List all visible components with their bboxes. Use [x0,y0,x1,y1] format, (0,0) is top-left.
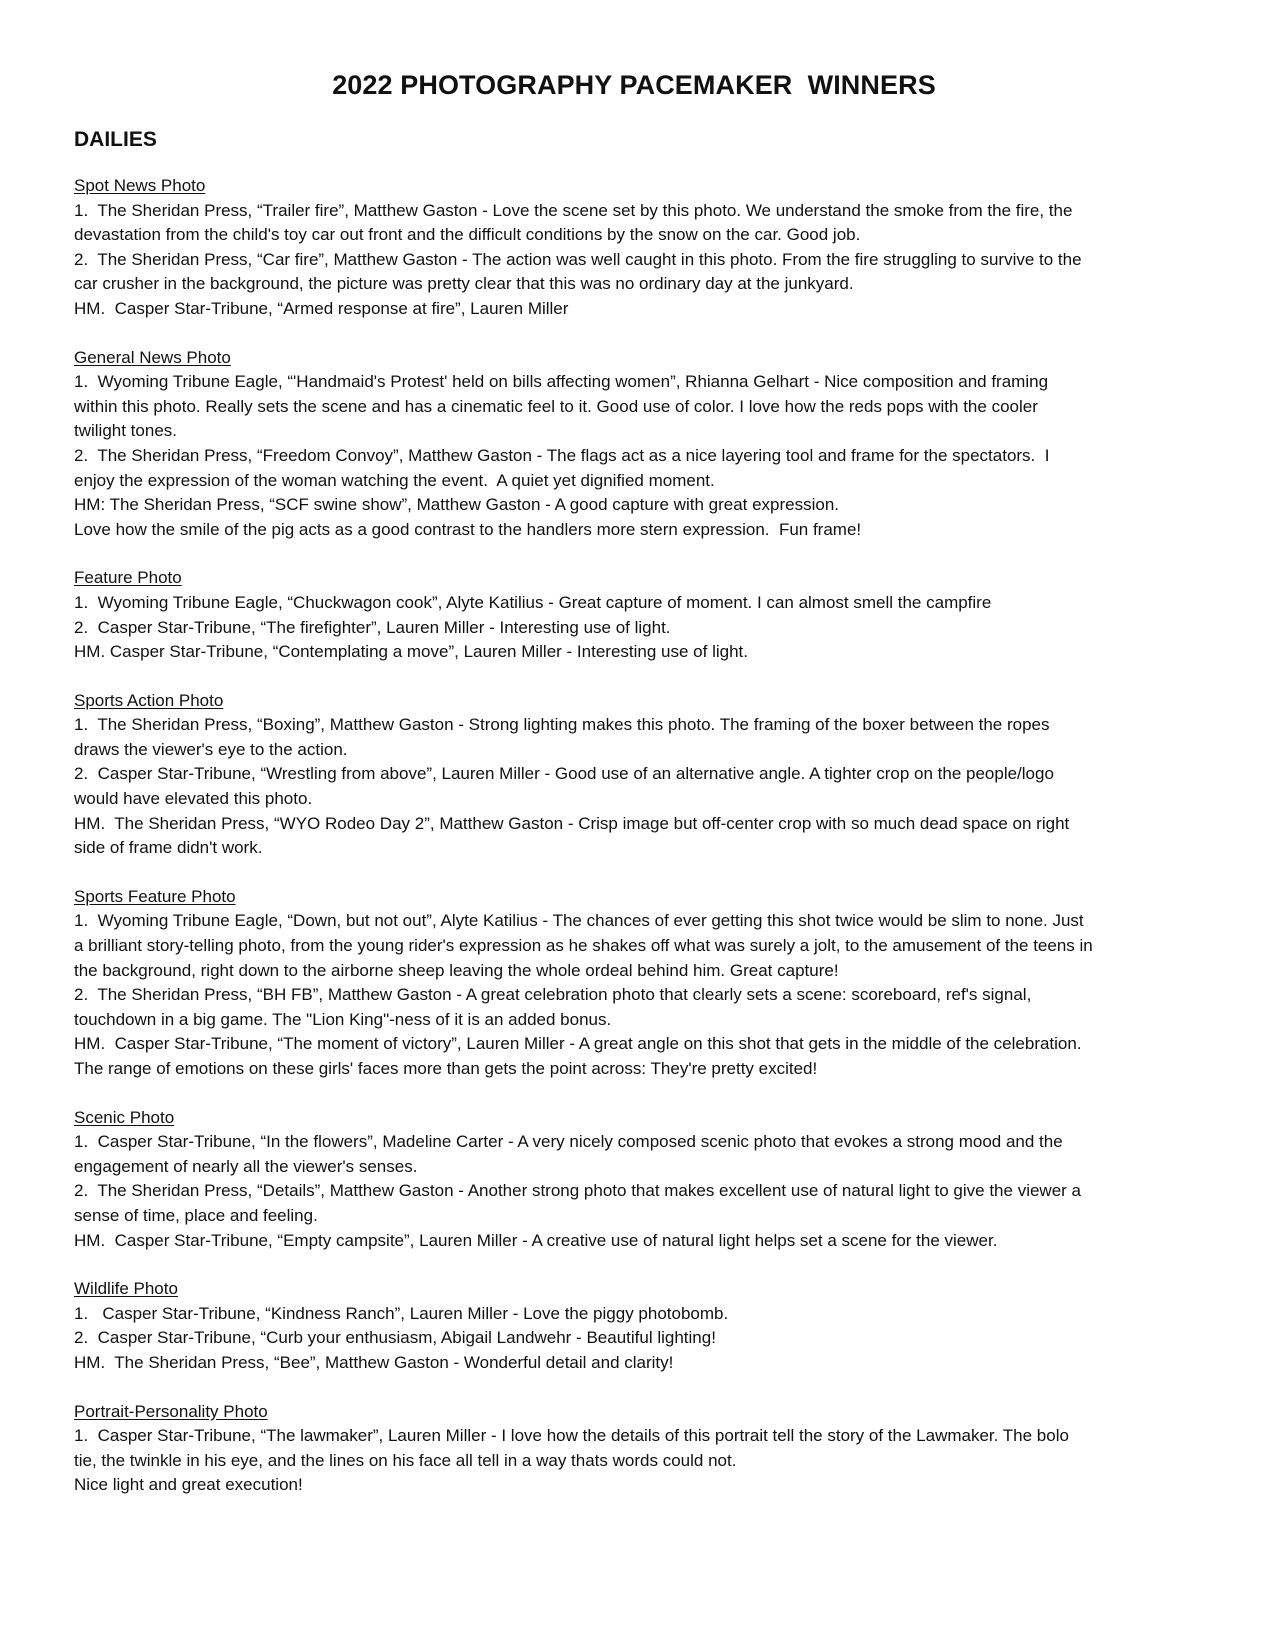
category-title: Wildlife Photo [74,1279,178,1299]
award-entry-line: 1. Casper Star-Tribune, “Kindness Ranch”, Lauren Miller - Love the piggy photobomb. [74,1303,729,1323]
award-entry-line: sense of time, place and feeling. [74,1205,318,1225]
award-entry-line: 2. Casper Star-Tribune, “Wrestling from above”, Lauren Miller - Good use of an alternative angle. A tighter crop on the people/logo [74,764,1054,784]
award-entry-line: enjoy the expression of the woman watching the event. A quiet yet dignified moment. [74,470,715,490]
award-entry-line: 1. Wyoming Tribune Eagle, “Chuckwagon cook”, Alyte Katilius - Great capture of moment. I can almost smell the campfire [74,592,992,612]
award-category [74,174,1194,322]
award-entry-line: engagement of nearly all the viewer's senses. [74,1156,418,1176]
category-title: General News Photo [74,347,231,367]
award-entry-line: 1. Wyoming Tribune Eagle, “'Handmaid's Protest' held on bills affecting women”, Rhianna Gelhart - Nice composition and framing [74,372,1049,392]
award-entry-line: 2. Casper Star-Tribune, “Curb your enthusiasm, Abigail Landwehr - Beautiful lighting! [74,1328,716,1348]
award-entry-line: 1. Casper Star-Tribune, “In the flowers”, Madeline Carter - A very nicely composed scenic photo that evokes a strong mood and the [74,1132,1063,1152]
award-entry-line: 2. The Sheridan Press, “Car fire”, Matthew Gaston - The action was well caught in this photo. From the fire struggling to survive to the [74,249,1082,269]
award-category [74,566,1194,664]
award-entry-line: HM. Casper Star-Tribune, “Armed response at fire”, Lauren Miller [74,298,569,318]
award-category [74,689,1194,861]
award-entry-line: Love how the smile of the pig acts as a good contrast to the handlers more stern expression. Fun frame! [74,519,862,539]
award-category [74,346,1194,543]
award-entry-line: would have elevated this photo. [74,789,313,809]
award-entry-line: HM. Casper Star-Tribune, “The moment of victory”, Lauren Miller - A great angle on this shot that gets in the middle of the celebration. [74,1034,1082,1054]
award-entry-line: 2. Casper Star-Tribune, “The firefighter”, Lauren Miller - Interesting use of light. [74,617,671,637]
award-category [74,1106,1194,1254]
award-entry-line: the background, right down to the airborne sheep leaving the whole ordeal behind him. Great capture! [74,960,839,980]
award-entry-line: 1. The Sheridan Press, “Trailer fire”, Matthew Gaston - Love the scene set by this photo. We understand the smoke from the fire, the [74,200,1073,220]
category-title: Feature Photo [74,568,182,588]
category-list [74,174,1194,1498]
category-title: Sports Action Photo [74,690,224,710]
award-entry-line: a brilliant story-telling photo, from the young rider's expression as he shakes off what was surely a jolt, to the amusement of the teens in [74,936,1093,956]
award-entry-line: 2. The Sheridan Press, “Details”, Matthew Gaston - Another strong photo that makes excellent use of natural light to give the viewer a [74,1181,1081,1201]
document-title: 2022 PHOTOGRAPHY PACEMAKER WINNERS [332,70,936,100]
award-entry-line: HM. Casper Star-Tribune, “Empty campsite”, Lauren Miller - A creative use of natural light helps set a scene for the viewer. [74,1230,998,1250]
award-entry-line: devastation from the child's toy car out front and the difficult conditions by the snow on the car. Good job. [74,225,861,245]
award-entry-line: side of frame didn't work. [74,838,263,858]
award-entry-line: touchdown in a big game. The "Lion King"-ness of it is an added bonus. [74,1009,612,1029]
award-entry-line: Nice light and great execution! [74,1475,303,1495]
award-entry-line: 2. The Sheridan Press, “BH FB”, Matthew Gaston - A great celebration photo that clearly sets a scene: scoreboard, ref's signal, [74,985,1032,1005]
award-entry-line: 1. The Sheridan Press, “Boxing”, Matthew Gaston - Strong lighting makes this photo. The framing of the boxer between the ropes [74,715,1050,735]
award-entry-line: HM: The Sheridan Press, “SCF swine show”, Matthew Gaston - A good capture with great expression. [74,495,840,515]
award-entry-line: HM. Casper Star-Tribune, “Contemplating a move”, Lauren Miller - Interesting use of light. [74,642,748,662]
award-category [74,1277,1194,1375]
award-entry-line: The range of emotions on these girls' faces more than gets the point across: They're pretty excited! [74,1059,818,1078]
document-page [74,70,1194,1522]
award-category [74,885,1194,1082]
award-entry-line: HM. The Sheridan Press, “WYO Rodeo Day 2”, Matthew Gaston - Crisp image but off-center crop with so much dead space on right [74,813,1070,833]
award-entry-line: tie, the twinkle in his eye, and the lines on his face all tell in a way thats words could not. [74,1450,737,1470]
category-title: Sports Feature Photo [74,886,236,906]
award-entry-line: 1. Casper Star-Tribune, “The lawmaker”, Lauren Miller - I love how the details of this portrait tell the story of the Lawmaker. The bolo [74,1426,1069,1446]
award-entry-line: twilight tones. [74,421,177,441]
category-title: Portrait-Personality Photo [74,1401,268,1421]
award-entry-line: car crusher in the background, the picture was pretty clear that this was no ordinary day at the junkyard. [74,274,854,294]
award-entry-line: HM. The Sheridan Press, “Bee”, Matthew Gaston - Wonderful detail and clarity! [74,1352,674,1372]
category-title: Scenic Photo [74,1107,175,1127]
category-title: Spot News Photo [74,176,206,195]
section-heading-dailies: DAILIES [74,128,157,151]
award-entry-line: within this photo. Really sets the scene and has a cinematic feel to it. Good use of color. I love how the reds pops with the cooler [74,396,1038,416]
award-category [74,1400,1194,1498]
award-entry-line: draws the viewer's eye to the action. [74,739,348,759]
award-entry-line: 2. The Sheridan Press, “Freedom Convoy”, Matthew Gaston - The flags act as a nice layering tool and frame for the spectators. I [74,445,1050,465]
award-entry-line: 1. Wyoming Tribune Eagle, “Down, but not out”, Alyte Katilius - The chances of ever getting this shot twice would be slim to none. Just [74,911,1084,931]
